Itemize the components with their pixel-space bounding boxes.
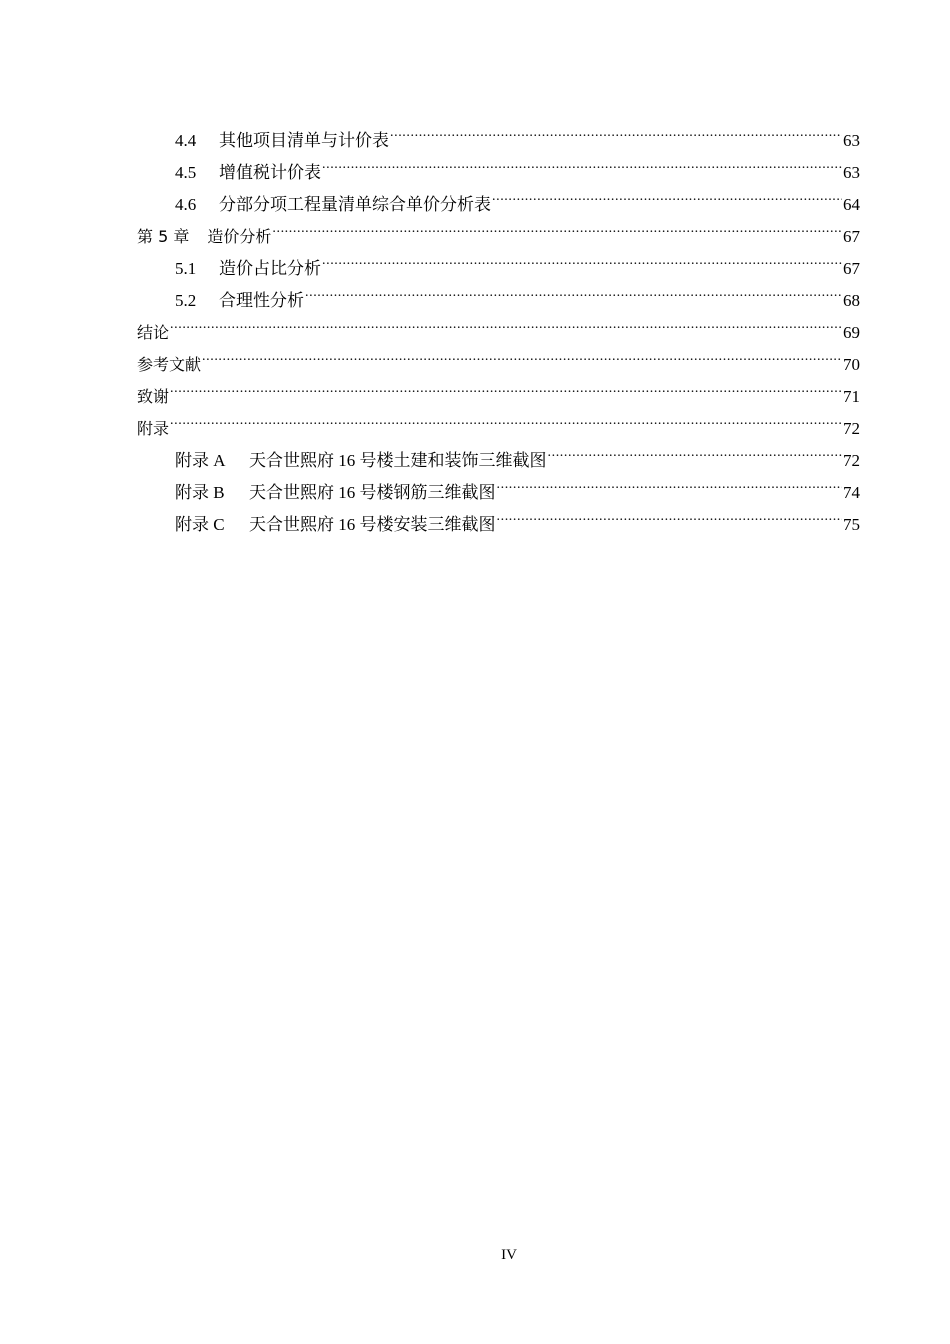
toc-entry-title: 增值税计价表 bbox=[219, 163, 321, 182]
toc-entry-title: 分部分项工程量清单综合单价分析表 bbox=[219, 195, 491, 214]
toc-entry-page: 74 bbox=[843, 483, 860, 502]
toc-entry-title: 造价分析 bbox=[207, 227, 272, 246]
toc-entry-appendix[interactable] bbox=[137, 402, 860, 438]
toc-entry-title: 合理性分析 bbox=[219, 291, 304, 310]
table-of-contents bbox=[137, 114, 860, 534]
toc-entry-number: 4.6 bbox=[175, 195, 197, 214]
toc-entry-title: 附录 bbox=[137, 419, 170, 438]
toc-entry-references[interactable] bbox=[137, 338, 860, 374]
toc-entry-page: 69 bbox=[843, 323, 860, 342]
toc-entry-page: 72 bbox=[843, 419, 860, 438]
toc-entry-acknowledgements[interactable] bbox=[137, 370, 860, 406]
toc-dot-leader bbox=[497, 498, 843, 530]
toc-entry-title: 结论 bbox=[137, 323, 170, 342]
toc-dot-leader bbox=[322, 146, 842, 178]
toc-dot-leader bbox=[272, 210, 842, 242]
toc-entry-number: 附录 A bbox=[175, 451, 226, 470]
toc-entry-appendix-a[interactable] bbox=[137, 434, 860, 470]
toc-entry-4-4[interactable] bbox=[137, 114, 860, 150]
toc-entry-number: 4.5 bbox=[175, 163, 197, 182]
toc-dot-leader bbox=[305, 274, 842, 306]
toc-entry-title: 造价占比分析 bbox=[219, 259, 321, 278]
toc-entry-page: 64 bbox=[843, 195, 860, 214]
toc-entry-page: 70 bbox=[843, 355, 860, 374]
toc-entry-number: 4.4 bbox=[175, 131, 197, 150]
toc-entry-title: 天合世熙府 16 号楼钢筋三维截图 bbox=[249, 483, 496, 502]
toc-entry-page: 67 bbox=[843, 259, 860, 278]
toc-dot-leader bbox=[548, 434, 843, 466]
toc-entry-number: 5.1 bbox=[175, 259, 197, 278]
toc-dot-leader bbox=[202, 338, 842, 370]
toc-entry-title: 参考文献 bbox=[137, 355, 202, 374]
toc-entry-number: 第 5 章 bbox=[137, 227, 190, 246]
toc-dot-leader bbox=[322, 242, 842, 274]
toc-entry-title: 致谢 bbox=[137, 387, 170, 406]
toc-entry-conclusion[interactable] bbox=[137, 306, 860, 342]
toc-entry-title: 天合世熙府 16 号楼土建和装饰三维截图 bbox=[249, 451, 547, 470]
toc-entry-page: 71 bbox=[843, 387, 860, 406]
toc-entry-title: 天合世熙府 16 号楼安装三维截图 bbox=[249, 515, 496, 534]
toc-dot-leader bbox=[170, 402, 842, 434]
toc-dot-leader bbox=[497, 466, 843, 498]
page-number: IV bbox=[501, 1247, 517, 1263]
toc-entry-page: 63 bbox=[843, 131, 860, 150]
toc-dot-leader bbox=[390, 114, 842, 146]
toc-entry-page: 63 bbox=[843, 163, 860, 182]
toc-dot-leader bbox=[170, 370, 842, 402]
toc-dot-leader bbox=[492, 178, 842, 210]
toc-entry-number: 附录 C bbox=[175, 515, 225, 534]
toc-entry-page: 68 bbox=[843, 291, 860, 310]
toc-entry-page: 72 bbox=[843, 451, 860, 470]
toc-dot-leader bbox=[170, 306, 842, 338]
toc-entry-page: 75 bbox=[843, 515, 860, 534]
toc-entry-number: 5.2 bbox=[175, 291, 197, 310]
toc-entry-number: 附录 B bbox=[175, 483, 225, 502]
toc-entry-page: 67 bbox=[843, 227, 860, 246]
toc-entry-title: 其他项目清单与计价表 bbox=[219, 131, 389, 150]
